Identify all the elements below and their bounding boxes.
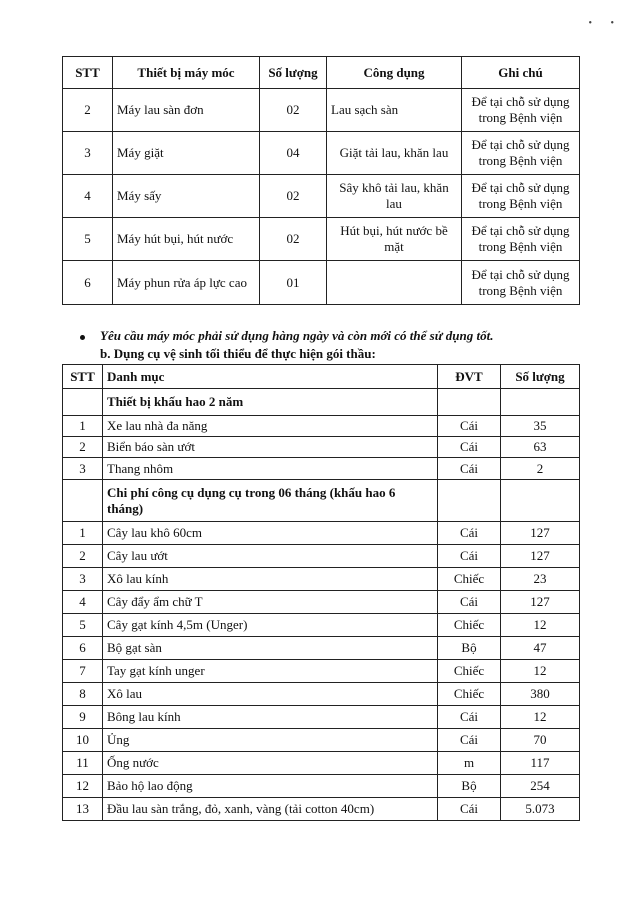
cell-item: Xô lau kính	[103, 568, 438, 591]
table-row	[63, 437, 580, 458]
cell-quantity: 02	[260, 218, 327, 261]
table-row	[63, 752, 580, 775]
section-title-depreciation-2-years: Thiết bị khấu hao 2 năm	[103, 389, 438, 416]
cell-equipment: Máy hút bụi, hút nước	[113, 218, 260, 261]
cell-item: Xô lau	[103, 683, 438, 706]
cell-stt: 7	[63, 660, 103, 683]
cell-unit: Cái	[438, 458, 501, 480]
table-row	[63, 637, 580, 660]
cell-item: Ủng	[103, 729, 438, 752]
table-row	[63, 458, 580, 480]
table-row	[63, 132, 580, 175]
cell-note: Để tại chỗ sử dụng trong Bệnh viện	[462, 218, 580, 261]
cell-unit: Bộ	[438, 775, 501, 798]
section-b-heading: b. Dụng cụ vệ sinh tối thiểu để thực hiện gói thầu:	[100, 346, 376, 361]
cell-item: Bộ gạt sàn	[103, 637, 438, 660]
cell-unit: Cái	[438, 437, 501, 458]
cell-unit: Cái	[438, 522, 501, 545]
cell-stt: 9	[63, 706, 103, 729]
cell-item: Biển báo sàn ướt	[103, 437, 438, 458]
bullet-icon	[80, 335, 85, 340]
cell-quantity: 04	[260, 132, 327, 175]
cell-stt: 2	[63, 437, 103, 458]
section-title-row	[63, 480, 580, 522]
cell-quantity: 01	[260, 261, 327, 305]
table-row	[63, 568, 580, 591]
table-row	[63, 798, 580, 821]
table-row	[63, 261, 580, 305]
cell-usage: Lau sạch sàn	[327, 89, 462, 132]
header-unit: ĐVT	[438, 365, 501, 389]
cell-quantity: 12	[501, 660, 580, 683]
table-row	[63, 683, 580, 706]
equipment-table	[62, 56, 580, 305]
header-category: Danh mục	[103, 365, 438, 389]
header-equipment: Thiết bị máy móc	[113, 57, 260, 89]
tools-header-row	[63, 365, 580, 389]
cell-stt: 5	[63, 218, 113, 261]
table-row	[63, 416, 580, 437]
table-row	[63, 175, 580, 218]
empty-cell	[63, 480, 103, 522]
header-stt: STT	[63, 365, 103, 389]
cell-quantity: 70	[501, 729, 580, 752]
cell-stt: 10	[63, 729, 103, 752]
cell-quantity: 117	[501, 752, 580, 775]
cell-stt: 5	[63, 614, 103, 637]
cell-unit: Chiếc	[438, 683, 501, 706]
requirement-text: Yêu cầu máy móc phải sử dụng hàng ngày và còn mới có thể sử dụng tốt.	[100, 328, 494, 343]
table-row	[63, 218, 580, 261]
cell-usage: Giặt tải lau, khăn lau	[327, 132, 462, 175]
cell-quantity: 02	[260, 89, 327, 132]
header-quantity: Số lượng	[260, 57, 327, 89]
cell-item: Cây đẩy ẩm chữ T	[103, 591, 438, 614]
cell-usage: Hút bụi, hút nước bề mặt	[327, 218, 462, 261]
cell-unit: Cái	[438, 706, 501, 729]
cell-quantity: 47	[501, 637, 580, 660]
empty-cell	[438, 389, 501, 416]
cell-quantity: 63	[501, 437, 580, 458]
cell-stt: 4	[63, 591, 103, 614]
cell-equipment: Máy phun rửa áp lực cao	[113, 261, 260, 305]
cell-item: Đầu lau sàn trắng, đỏ, xanh, vàng (tải cotton 40cm)	[103, 798, 438, 821]
cell-quantity: 02	[260, 175, 327, 218]
section-title-row	[63, 389, 580, 416]
cell-unit: Cái	[438, 416, 501, 437]
cell-equipment: Máy lau sàn đơn	[113, 89, 260, 132]
empty-cell	[63, 389, 103, 416]
cell-item: Tay gạt kính unger	[103, 660, 438, 683]
cell-item: Xe lau nhà đa năng	[103, 416, 438, 437]
table-row	[63, 614, 580, 637]
cell-quantity: 127	[501, 591, 580, 614]
cell-note: Để tại chỗ sử dụng trong Bệnh viện	[462, 261, 580, 305]
scan-specks: • •	[588, 18, 622, 29]
cell-unit: Cái	[438, 591, 501, 614]
cell-quantity: 23	[501, 568, 580, 591]
cell-stt: 6	[63, 637, 103, 660]
cell-note: Để tại chỗ sử dụng trong Bệnh viện	[462, 132, 580, 175]
cell-unit: Cái	[438, 798, 501, 821]
cell-stt: 11	[63, 752, 103, 775]
cell-item: Bảo hộ lao động	[103, 775, 438, 798]
cell-stt: 13	[63, 798, 103, 821]
cell-quantity: 254	[501, 775, 580, 798]
table-row	[63, 89, 580, 132]
cell-stt: 3	[63, 568, 103, 591]
header-usage: Công dụng	[327, 57, 462, 89]
cell-stt: 3	[63, 458, 103, 480]
empty-cell	[438, 480, 501, 522]
empty-cell	[501, 480, 580, 522]
cell-equipment: Máy sấy	[113, 175, 260, 218]
cell-note: Để tại chỗ sử dụng trong Bệnh viện	[462, 89, 580, 132]
table-row	[63, 660, 580, 683]
header-note: Ghi chú	[462, 57, 580, 89]
cell-item: Cây lau khô 60cm	[103, 522, 438, 545]
cell-item: Bông lau kính	[103, 706, 438, 729]
cell-quantity: 35	[501, 416, 580, 437]
cell-unit: Cái	[438, 729, 501, 752]
table-row	[63, 522, 580, 545]
cell-unit: m	[438, 752, 501, 775]
cell-quantity: 127	[501, 522, 580, 545]
cell-quantity: 12	[501, 614, 580, 637]
cell-quantity: 5.073	[501, 798, 580, 821]
equipment-header-row	[63, 57, 580, 89]
header-stt: STT	[63, 57, 113, 89]
table-row	[63, 729, 580, 752]
cell-quantity: 127	[501, 545, 580, 568]
cell-item: Thang nhôm	[103, 458, 438, 480]
cell-unit: Bộ	[438, 637, 501, 660]
cell-stt: 1	[63, 522, 103, 545]
header-quantity: Số lượng	[501, 365, 580, 389]
cell-item: Cây lau ướt	[103, 545, 438, 568]
cell-item: Ống nước	[103, 752, 438, 775]
cell-note: Để tại chỗ sử dụng trong Bệnh viện	[462, 175, 580, 218]
section-title-tools-6-months: Chi phí công cụ dụng cụ trong 06 tháng (khấu hao 6 tháng)	[103, 480, 438, 522]
table-row	[63, 775, 580, 798]
cell-stt: 2	[63, 89, 113, 132]
table-row	[63, 591, 580, 614]
cell-stt: 12	[63, 775, 103, 798]
cell-stt: 8	[63, 683, 103, 706]
cell-quantity: 380	[501, 683, 580, 706]
cell-usage: Sây khô tải lau, khăn lau	[327, 175, 462, 218]
table-row	[63, 706, 580, 729]
cell-unit: Chiếc	[438, 568, 501, 591]
cell-usage	[327, 261, 462, 305]
cell-quantity: 12	[501, 706, 580, 729]
tools-table	[62, 364, 580, 821]
cell-stt: 1	[63, 416, 103, 437]
cell-stt: 2	[63, 545, 103, 568]
cell-unit: Chiếc	[438, 660, 501, 683]
cell-unit: Cái	[438, 545, 501, 568]
cell-stt: 6	[63, 261, 113, 305]
cell-equipment: Máy giặt	[113, 132, 260, 175]
cell-unit: Chiếc	[438, 614, 501, 637]
cell-stt: 4	[63, 175, 113, 218]
cell-stt: 3	[63, 132, 113, 175]
cell-quantity: 2	[501, 458, 580, 480]
table-row	[63, 545, 580, 568]
empty-cell	[501, 389, 580, 416]
cell-item: Cây gạt kính 4,5m (Unger)	[103, 614, 438, 637]
